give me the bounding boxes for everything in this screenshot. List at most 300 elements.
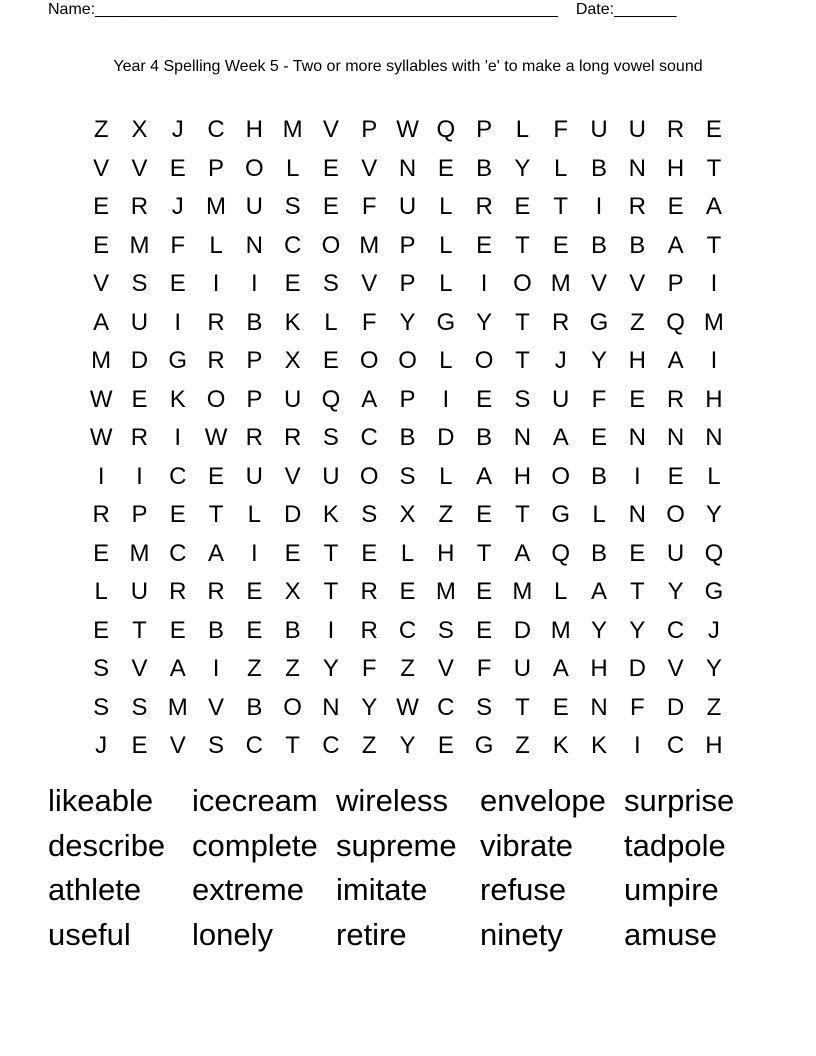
- grid-letter: G: [168, 347, 188, 375]
- grid-letter: L: [554, 154, 568, 182]
- grid-letter: Q: [321, 385, 341, 413]
- grid-letter: F: [361, 193, 377, 221]
- grid-letter: L: [209, 231, 223, 259]
- grid-letter: Y: [399, 308, 416, 336]
- grid-letter: M: [550, 270, 571, 298]
- grid-letter: I: [442, 385, 450, 413]
- grid-letter: W: [396, 116, 419, 144]
- date-label: Date:: [575, 1, 615, 18]
- grid-letter: H: [590, 655, 608, 683]
- grid-letter: Z: [400, 655, 415, 683]
- word-list-item: likeable: [48, 783, 154, 818]
- grid-letter: N: [245, 231, 263, 259]
- grid-letter: M: [167, 693, 188, 721]
- word-list: [48, 779, 768, 957]
- grid-letter: M: [359, 231, 380, 259]
- grid-letter: U: [130, 308, 149, 336]
- grid-letter: O: [283, 693, 302, 721]
- grid-letter: T: [515, 501, 530, 529]
- grid-letter: E: [246, 578, 263, 606]
- grid-letter: Z: [93, 116, 109, 144]
- grid-letter: I: [633, 732, 641, 760]
- grid-letter: G: [474, 732, 494, 760]
- grid-letter: B: [208, 616, 225, 644]
- grid-letter: V: [131, 154, 148, 182]
- grid-letter: S: [322, 424, 339, 452]
- grid-letter: J: [707, 616, 720, 644]
- grid-letter: E: [552, 231, 569, 259]
- grid-letter: B: [591, 462, 608, 490]
- grid-letter: A: [169, 655, 186, 683]
- grid-letter: A: [93, 308, 110, 336]
- grid-letter: E: [476, 231, 493, 259]
- grid-letter: Z: [361, 732, 377, 760]
- grid-letter: R: [666, 116, 685, 144]
- grid-letter: M: [282, 116, 303, 144]
- grid-letter: O: [206, 385, 226, 413]
- grid-letter: V: [361, 270, 378, 298]
- grid-letter: K: [552, 732, 569, 760]
- grid-letter: R: [475, 193, 493, 221]
- grid-letter: E: [169, 616, 186, 644]
- grid-letter: C: [666, 616, 685, 644]
- grid-letter: A: [552, 655, 569, 683]
- grid-letter: T: [132, 616, 147, 644]
- grid-letter: E: [591, 424, 608, 452]
- grid-letter: I: [97, 462, 105, 490]
- word-list-item: lonely: [192, 916, 273, 952]
- grid-letter: L: [439, 231, 453, 259]
- grid-letter: V: [437, 655, 454, 683]
- grid-letter: E: [131, 732, 148, 760]
- grid-letter: F: [629, 693, 645, 721]
- grid-letter: C: [245, 732, 263, 760]
- grid-letter: Q: [704, 539, 724, 567]
- grid-letter: P: [208, 154, 225, 182]
- grid-letter: E: [552, 693, 569, 721]
- grid-letter: R: [92, 501, 110, 529]
- grid-letter: S: [284, 193, 301, 221]
- grid-letter: R: [207, 308, 225, 336]
- grid-letter: U: [590, 116, 608, 144]
- grid-letter: A: [667, 231, 684, 259]
- grid-letter: Y: [705, 655, 722, 683]
- grid-letter: P: [131, 501, 148, 529]
- word-search-grid: [82, 111, 733, 766]
- grid-letter: E: [476, 578, 493, 606]
- grid-letter: U: [628, 116, 646, 144]
- grid-letter: W: [396, 693, 419, 721]
- grid-letter: V: [591, 270, 608, 298]
- grid-letter: L: [707, 462, 721, 490]
- grid-letter: B: [476, 424, 493, 452]
- grid-letter: T: [706, 154, 722, 182]
- grid-letter: B: [591, 154, 608, 182]
- grid-letter: N: [590, 693, 608, 721]
- grid-letter: T: [629, 578, 645, 606]
- grid-letter: B: [399, 424, 416, 452]
- grid-letter: F: [591, 385, 607, 413]
- grid-letter: S: [131, 270, 148, 298]
- grid-letter: E: [476, 501, 493, 529]
- grid-letter: D: [513, 616, 532, 644]
- word-list-item: retire: [336, 916, 407, 952]
- grid-letter: Z: [247, 655, 262, 683]
- grid-letter: D: [628, 655, 646, 683]
- grid-letter: N: [628, 154, 646, 182]
- grid-letter: O: [398, 347, 417, 375]
- date-blank: _______: [614, 1, 677, 18]
- grid-letter: T: [515, 347, 530, 375]
- word-list-item: supreme: [336, 827, 457, 863]
- grid-letter: V: [208, 693, 225, 721]
- grid-letter: Z: [285, 655, 300, 683]
- grid-letter: Z: [629, 308, 645, 336]
- grid-letter: H: [513, 462, 532, 490]
- grid-letter: E: [246, 616, 263, 644]
- grid-letter: R: [628, 193, 646, 221]
- grid-letter: E: [514, 193, 531, 221]
- grid-letter: D: [437, 424, 455, 452]
- grid-letter: I: [710, 270, 718, 298]
- grid-letter: N: [513, 424, 532, 452]
- grid-letter: I: [710, 347, 718, 375]
- grid-letter: W: [204, 424, 228, 452]
- grid-letter: E: [705, 116, 722, 144]
- grid-letter: Q: [551, 539, 571, 567]
- grid-letter: V: [284, 462, 301, 490]
- grid-letter: C: [283, 231, 302, 259]
- grid-letter: N: [322, 693, 340, 721]
- grid-letter: U: [245, 193, 263, 221]
- grid-letter: N: [628, 501, 646, 529]
- grid-letter: H: [245, 116, 263, 144]
- grid-letter: U: [245, 462, 263, 490]
- grid-letter: E: [399, 578, 416, 606]
- grid-letter: V: [361, 154, 378, 182]
- grid-letter: B: [591, 539, 608, 567]
- grid-letter: Z: [515, 732, 530, 760]
- grid-letter: G: [589, 308, 609, 336]
- grid-letter: A: [476, 462, 493, 490]
- grid-letter: B: [246, 308, 263, 336]
- grid-letter: T: [323, 539, 339, 567]
- grid-letter: P: [246, 347, 263, 375]
- grid-letter: I: [633, 462, 641, 490]
- grid-letter: O: [474, 347, 494, 375]
- grid-letter: H: [666, 154, 685, 182]
- grid-letter: E: [476, 385, 493, 413]
- grid-letter: R: [666, 385, 685, 413]
- grid-letter: R: [283, 424, 302, 452]
- word-list-item: imitate: [336, 872, 428, 907]
- grid-letter: Y: [591, 347, 608, 375]
- word-list-item: icecream: [192, 783, 318, 818]
- grid-letter: N: [666, 424, 685, 452]
- grid-letter: T: [476, 539, 492, 567]
- grid-letter: E: [93, 539, 110, 567]
- grid-letter: H: [705, 732, 723, 760]
- grid-letter: S: [93, 655, 110, 683]
- grid-letter: E: [284, 270, 301, 298]
- word-list-item: extreme: [192, 872, 304, 907]
- grid-letter: I: [595, 193, 603, 221]
- grid-letter: X: [131, 116, 148, 144]
- grid-letter: E: [322, 154, 339, 182]
- grid-letter: T: [706, 231, 722, 259]
- grid-letter: W: [89, 424, 113, 452]
- grid-letter: E: [93, 231, 110, 259]
- grid-letter: T: [515, 231, 530, 259]
- grid-letter: L: [439, 193, 453, 221]
- worksheet-header: [48, 0, 740, 20]
- grid-letter: M: [91, 347, 112, 375]
- grid-letter: J: [171, 116, 184, 144]
- grid-letter: S: [361, 501, 378, 529]
- grid-letter: G: [436, 308, 456, 336]
- grid-letter: V: [629, 270, 646, 298]
- word-list-item: amuse: [624, 916, 718, 952]
- grid-letter: A: [552, 424, 569, 452]
- grid-letter: A: [667, 347, 684, 375]
- grid-letter: F: [170, 231, 186, 259]
- grid-letter: S: [131, 693, 148, 721]
- grid-letter: L: [400, 539, 415, 567]
- grid-letter: V: [322, 116, 339, 144]
- grid-letter: N: [398, 154, 417, 182]
- grid-letter: M: [512, 578, 533, 606]
- grid-letter: X: [399, 501, 416, 529]
- grid-letter: E: [169, 270, 186, 298]
- grid-letter: O: [513, 270, 532, 298]
- grid-letter: E: [629, 539, 646, 567]
- grid-letter: L: [515, 116, 530, 144]
- grid-letter: X: [284, 347, 301, 375]
- grid-letter: R: [245, 424, 263, 452]
- word-list-item: tadpole: [624, 827, 726, 863]
- grid-letter: I: [327, 616, 335, 644]
- grid-letter: I: [174, 424, 182, 452]
- word-list-item: useful: [48, 916, 131, 952]
- grid-letter: U: [130, 578, 149, 606]
- grid-letter: L: [94, 578, 108, 606]
- grid-letter: V: [93, 154, 110, 182]
- grid-letter: M: [550, 616, 571, 644]
- grid-letter: U: [552, 385, 570, 413]
- grid-letter: E: [667, 462, 684, 490]
- grid-letter: E: [284, 539, 301, 567]
- grid-letter: M: [129, 231, 150, 259]
- grid-letter: R: [130, 424, 149, 452]
- grid-letter: Y: [514, 154, 531, 182]
- grid-letter: R: [360, 616, 378, 644]
- grid-letter: A: [208, 539, 225, 567]
- grid-letter: C: [322, 732, 340, 760]
- grid-letter: I: [136, 462, 143, 490]
- grid-letter: L: [592, 501, 606, 529]
- grid-letter: S: [208, 732, 225, 760]
- grid-letter: E: [437, 154, 454, 182]
- grid-letter: U: [283, 385, 302, 413]
- grid-letter: E: [131, 385, 148, 413]
- word-list-item: refuse: [480, 872, 567, 907]
- grid-letter: R: [360, 578, 378, 606]
- grid-letter: U: [322, 462, 340, 490]
- grid-letter: I: [174, 308, 182, 336]
- grid-letter: R: [207, 347, 225, 375]
- grid-letter: P: [399, 385, 416, 413]
- grid-letter: C: [360, 424, 378, 452]
- grid-letter: T: [323, 578, 339, 606]
- word-list-item: vibrate: [480, 827, 574, 863]
- grid-letter: T: [553, 193, 569, 221]
- grid-letter: H: [628, 347, 646, 375]
- grid-letter: F: [476, 655, 492, 683]
- page-title: Year 4 Spelling Week 5 - Two or more syllables with 'e' to make a long vowel sound: [113, 58, 703, 75]
- word-list-item: envelope: [480, 783, 606, 818]
- grid-letter: N: [705, 424, 723, 452]
- name-blank: ____________________________________________________: [95, 1, 558, 18]
- grid-letter: Y: [399, 732, 416, 760]
- grid-letter: I: [212, 655, 220, 683]
- grid-letter: H: [437, 539, 455, 567]
- grid-letter: M: [703, 308, 724, 336]
- grid-letter: S: [322, 270, 339, 298]
- grid-letter: Q: [436, 116, 456, 144]
- grid-letter: V: [131, 655, 148, 683]
- grid-letter: U: [398, 193, 417, 221]
- word-list-item: surprise: [624, 783, 735, 818]
- grid-letter: U: [666, 539, 685, 567]
- grid-letter: M: [206, 193, 227, 221]
- grid-letter: R: [169, 578, 187, 606]
- grid-letter: L: [439, 270, 453, 298]
- grid-letter: U: [513, 655, 532, 683]
- grid-letter: G: [551, 501, 571, 529]
- grid-letter: P: [667, 270, 684, 298]
- name-label: Name:: [48, 1, 96, 18]
- grid-letter: L: [439, 462, 453, 490]
- grid-letter: Y: [629, 616, 646, 644]
- grid-letter: E: [169, 501, 186, 529]
- grid-letter: A: [361, 385, 378, 413]
- grid-letter: E: [437, 732, 454, 760]
- grid-letter: D: [130, 347, 149, 375]
- grid-letter: K: [169, 385, 186, 413]
- grid-letter: O: [245, 154, 264, 182]
- grid-letter: D: [283, 501, 302, 529]
- grid-letter: E: [169, 154, 186, 182]
- grid-letter: Z: [438, 501, 454, 529]
- grid-letter: V: [93, 270, 110, 298]
- grid-letter: M: [129, 539, 150, 567]
- grid-letter: P: [476, 116, 493, 144]
- grid-letter: M: [435, 578, 456, 606]
- grid-letter: L: [324, 308, 338, 336]
- grid-letter: N: [628, 424, 646, 452]
- grid-letter: O: [666, 501, 685, 529]
- grid-letter: P: [399, 270, 416, 298]
- grid-letter: K: [284, 308, 301, 336]
- grid-letter: R: [207, 578, 225, 606]
- grid-letter: X: [284, 578, 301, 606]
- grid-letter: Z: [706, 693, 722, 721]
- grid-letter: S: [399, 462, 416, 490]
- grid-letter: I: [251, 270, 258, 298]
- grid-letter: Y: [361, 693, 378, 721]
- grid-letter: I: [251, 539, 258, 567]
- grid-letter: P: [246, 385, 263, 413]
- grid-letter: I: [212, 270, 220, 298]
- grid-letter: F: [553, 116, 569, 144]
- grid-letter: E: [208, 462, 225, 490]
- grid-letter: L: [554, 578, 568, 606]
- word-list-item: athlete: [48, 872, 142, 907]
- grid-letter: R: [552, 308, 570, 336]
- grid-letter: P: [361, 116, 378, 144]
- grid-letter: Y: [705, 501, 722, 529]
- grid-letter: B: [246, 693, 263, 721]
- grid-letter: C: [437, 693, 455, 721]
- grid-letter: O: [359, 347, 379, 375]
- grid-letter: C: [169, 462, 187, 490]
- grid-letter: E: [93, 193, 110, 221]
- word-list-item: describe: [48, 827, 166, 863]
- grid-letter: T: [208, 501, 224, 529]
- grid-letter: S: [93, 693, 110, 721]
- grid-letter: T: [515, 693, 530, 721]
- grid-letter: W: [89, 385, 113, 413]
- grid-letter: V: [169, 732, 186, 760]
- grid-letter: D: [666, 693, 685, 721]
- grid-letter: E: [93, 616, 110, 644]
- grid-letter: E: [322, 347, 339, 375]
- word-list-item: umpire: [624, 872, 719, 907]
- grid-letter: B: [591, 231, 608, 259]
- grid-letter: I: [480, 270, 488, 298]
- grid-letter: O: [321, 231, 341, 259]
- word-list-item: ninety: [480, 916, 563, 952]
- grid-letter: R: [130, 193, 149, 221]
- grid-letter: J: [554, 347, 567, 375]
- grid-letter: V: [667, 655, 684, 683]
- grid-letter: S: [437, 616, 454, 644]
- grid-letter: O: [551, 462, 571, 490]
- grid-letter: Y: [591, 616, 608, 644]
- grid-letter: C: [207, 116, 225, 144]
- grid-letter: S: [514, 385, 531, 413]
- grid-letter: C: [169, 539, 187, 567]
- grid-letter: Y: [667, 578, 684, 606]
- grid-letter: E: [361, 539, 378, 567]
- grid-letter: J: [95, 732, 108, 760]
- grid-letter: E: [322, 193, 339, 221]
- grid-letter: L: [439, 347, 453, 375]
- grid-letter: L: [247, 501, 262, 529]
- grid-letter: S: [476, 693, 493, 721]
- word-list-item: wireless: [336, 783, 448, 818]
- grid-letter: F: [361, 308, 377, 336]
- grid-letter: J: [171, 193, 184, 221]
- grid-letter: K: [322, 501, 339, 529]
- word-list-item: complete: [192, 827, 318, 863]
- grid-letter: C: [398, 616, 417, 644]
- grid-letter: B: [629, 231, 646, 259]
- grid-letter: K: [591, 732, 608, 760]
- grid-letter: A: [705, 193, 722, 221]
- grid-letter: Y: [322, 655, 339, 683]
- grid-letter: Q: [666, 308, 685, 336]
